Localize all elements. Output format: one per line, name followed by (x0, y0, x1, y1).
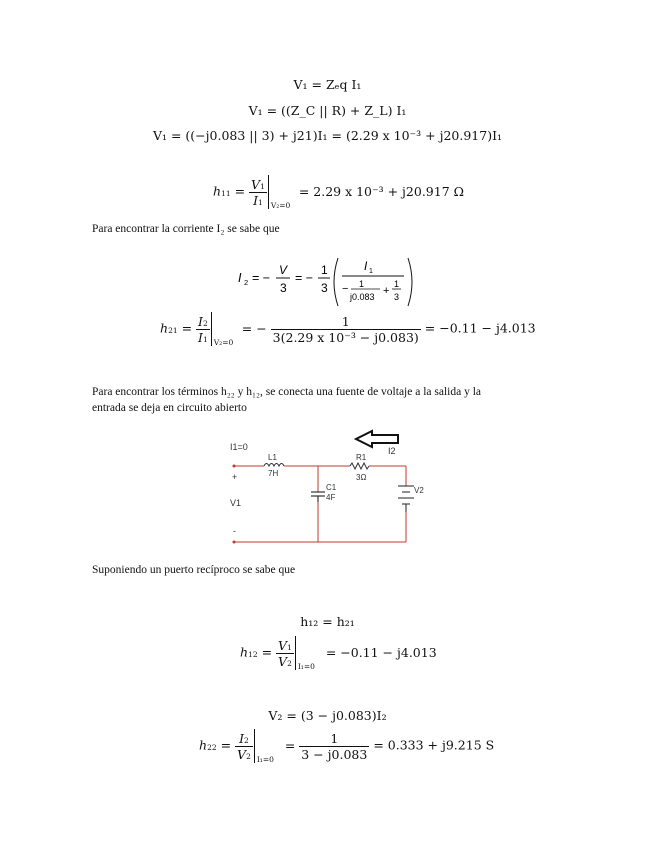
equation-h22: h22 = $\frac{I2}{V2}$ I₁=0 = $\frac{1}{3 - j0.083}$ = 0.333 + j9.215 S (199, 730, 495, 764)
l1-label: L1 (268, 453, 277, 462)
circuit-diagram (222, 426, 422, 551)
r1-label: R1 (356, 453, 367, 462)
equation-v2: V₂ = (3 − j0.083)I₂ (268, 708, 387, 723)
equation-v1-numeric: V₁ = ((−j0.083 || 3) + j21)I₁ = (2.29 x 10⁻³ + j20.917)I₁ (152, 128, 503, 143)
equation-h11: h11 = $\frac{V1}{I1}$ V₂=0 = 2.29 x 10⁻³ + j20.917 Ω (213, 176, 464, 210)
h21-condition: V₂=0 (213, 338, 234, 347)
h11-condition: V₂=0 (270, 201, 291, 210)
svg-text:1: 1 (369, 268, 373, 275)
svg-text:+: + (383, 285, 390, 297)
paragraph-find-i2: Para encontrar la corriente I₂ se sabe que (92, 223, 280, 235)
v2-label: V2 (414, 486, 424, 495)
current-arrow-icon (356, 431, 398, 447)
h11-value: = 2.29 x 10⁻³ + j20.917 Ω (298, 183, 464, 199)
svg-text:3: 3 (321, 281, 328, 295)
svg-text:j0.083: j0.083 (350, 292, 375, 302)
svg-text:I: I (238, 271, 242, 285)
svg-text:= −: = − (252, 271, 271, 285)
svg-text:1: 1 (359, 279, 365, 289)
equation-i2 (238, 256, 418, 308)
voltage-source-icon (398, 486, 414, 512)
v1-label: V1 (230, 498, 242, 508)
equation-v1-zeq: V₁ = Zₑq I₁ (293, 77, 362, 92)
svg-text:= −: = − (295, 271, 314, 285)
h22-value: = 0.333 + j9.215 S (373, 737, 495, 753)
svg-text:3: 3 (394, 292, 400, 302)
i2-label: I2 (388, 446, 396, 456)
paragraph-find-h22-h12-line1: Para encontrar los términos h₂₂ y h₁₂, se conecta una fuente de voltaje a la salida y la (92, 386, 482, 398)
circuit-wires (234, 463, 406, 542)
paragraph-find-h22-h12-line2: entrada se deja en circuito abierto (92, 402, 247, 414)
h12-value: = −0.11 − j4.013 (325, 644, 437, 660)
h21-denominator: 3(2.29 x 10⁻³ − j0.083) (272, 329, 419, 345)
h12-condition: I₁=0 (297, 662, 315, 671)
svg-text:V: V (279, 263, 288, 277)
plus-sign: + (232, 472, 238, 482)
i2-expression-svg (238, 256, 418, 308)
r1-value: 3Ω (356, 473, 367, 482)
svg-text:2: 2 (244, 278, 249, 287)
equation-v1-zc-r-zl: V₁ = ((Z_C || R) + Z_L) I₁ (248, 103, 407, 118)
svg-text:−: − (342, 283, 349, 295)
c1-value: 4F (326, 493, 336, 502)
svg-text:3: 3 (280, 281, 287, 295)
l1-value: 7H (268, 469, 279, 478)
equation-h12: h12 = $\frac{V1}{V2}$ I₁=0 = −0.11 − j4.013 (240, 637, 437, 671)
minus-sign: - (233, 526, 236, 536)
h22-condition: I₁=0 (256, 755, 274, 764)
svg-text:1: 1 (321, 263, 328, 277)
svg-text:I: I (364, 259, 368, 273)
paragraph-reciprocal: Suponiendo un puerto recíproco se sabe que (92, 564, 296, 576)
i1-label: I1=0 (230, 442, 248, 452)
h21-value: = −0.11 − j4.013 (424, 320, 536, 336)
svg-text:1: 1 (394, 279, 400, 289)
equation-h21: h21 = $\frac{I2}{I1}$ V₂=0 = − $\frac{1}{\text{3(2.29 x 10⁻³ − j0.083)}}$ = −0.11 − j4.013 (160, 313, 536, 347)
c1-label: C1 (326, 483, 337, 492)
h22-denominator: 3 − j0.083 (301, 746, 368, 762)
capacitor-icon (311, 492, 325, 502)
equation-h12-equals-h21: h₁₂ = h₂₁ (300, 614, 355, 629)
